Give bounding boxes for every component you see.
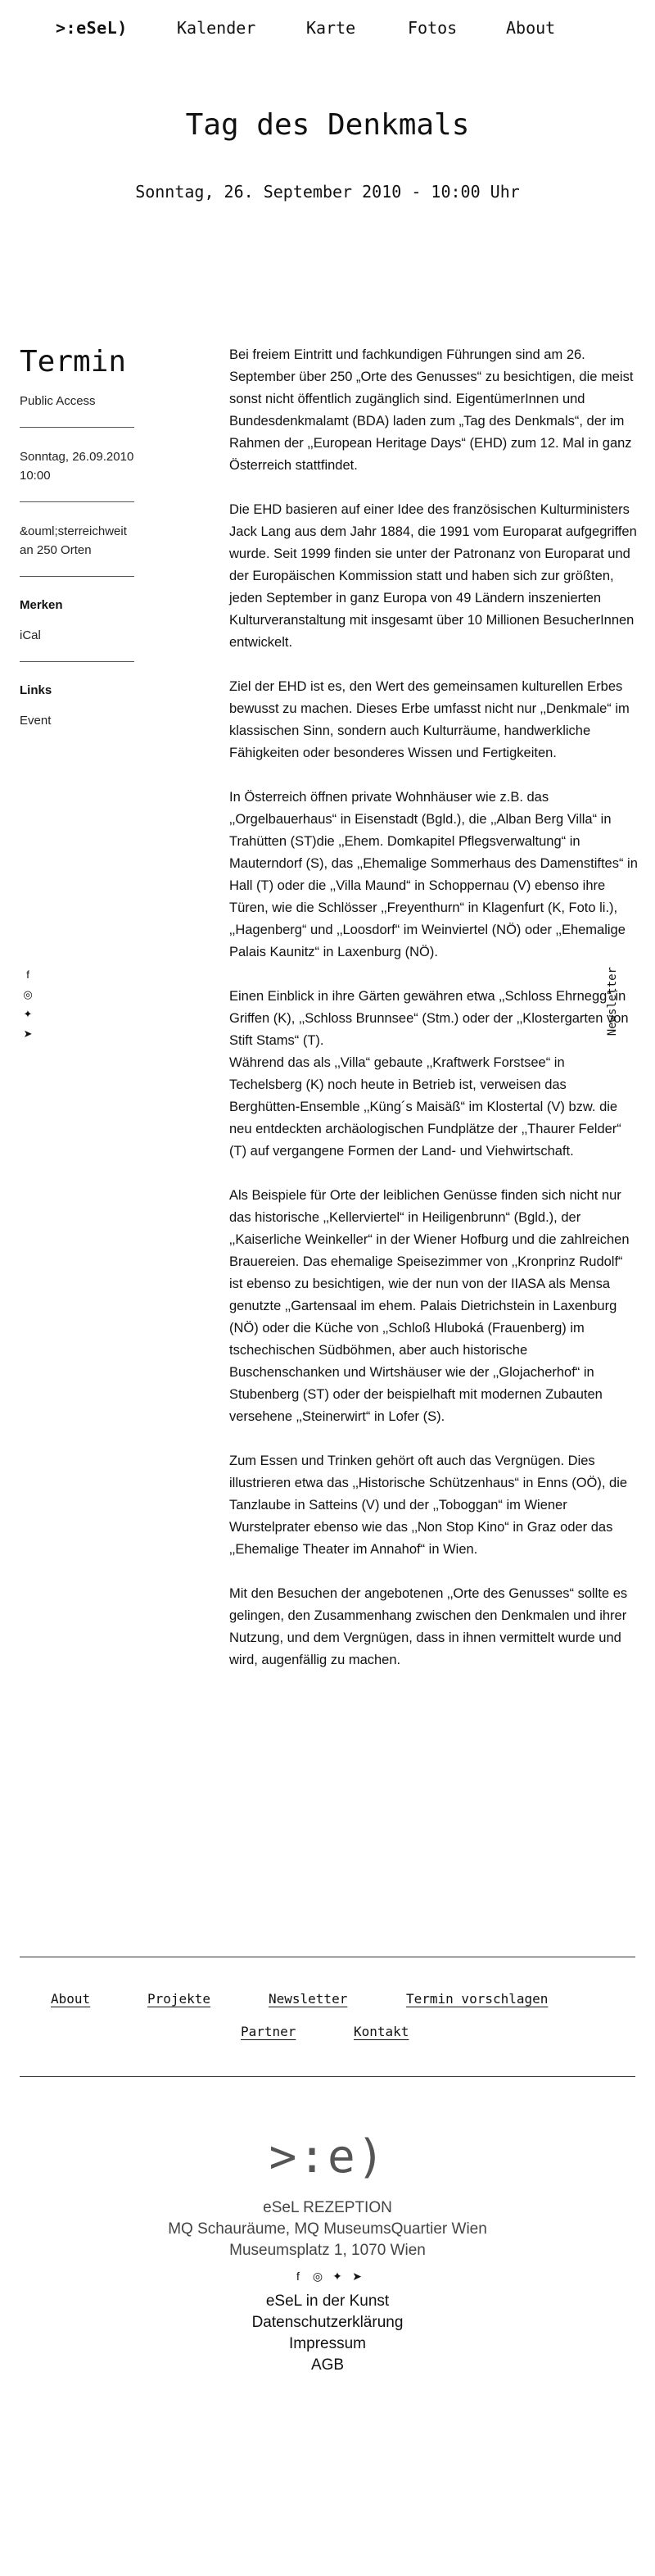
footer-divider-bottom bbox=[20, 2076, 635, 2077]
brand-logo-link[interactable]: >:eSeL) bbox=[56, 18, 128, 38]
article-paragraph: Bei freiem Eintritt und fachkundigen Führungen sind am 26. September über 250 „Orte des Genusses“ zu besichtigen, die meist sonst nicht öffentlich zugänglich sind. EigentümerInnen und Bundesdenkmalamt (BDA) laden zum „Tag des Denkmals“, der im Rahmen der ‚‚European Heritage Days“ (EHD) zum 12. Mal in ganz Österreich stattfindet. bbox=[229, 347, 634, 473]
footer-link-termin-vorschlagen[interactable]: Termin vorschlagen bbox=[406, 1991, 549, 2007]
event-location: &ouml;sterreichweit an 250 Orten bbox=[20, 524, 127, 557]
article-paragraph: Mit den Besuchen der angebotenen ‚‚Orte des Genusses“ sollte es gelingen, den Zusammenhang zwischen den Denkmalen und ihrer Nutzung, und dem Vergnügen, dass in ihnen vermittelt wurde und wird, augenfällig zu machen. bbox=[229, 1586, 628, 1667]
footer-link-impressum[interactable]: Impressum bbox=[289, 2335, 366, 2352]
article-paragraph: Einen Einblick in ihre Gärten gewähren etwa ‚‚Schloss Ehrnegg“ in Griffen (K), ‚‚Schloss Brunnsee“ (Stm.) oder der ‚‚Klostergarten von Stift Stams“ (T). Während das als ‚‚Villa“ gebaute ‚‚Kraftwerk Forstsee“ in Techelsberg (K) noch heute in Betrieb ist, verweisen das Berghütten-Ensemble ‚‚Küng´s Maisäß“ im Klostertal (V) bzw. die neu entdeckten archäologischen Fundplätze der ‚‚Thaurer Felder“ (T) auf vergangene Formen der Land- und Viehwirtschaft. bbox=[229, 989, 629, 1159]
footer-social-icons bbox=[0, 2270, 655, 2283]
divider bbox=[20, 501, 134, 502]
sidebar-heading: Termin bbox=[20, 345, 127, 379]
access-label: Public Access bbox=[20, 394, 96, 408]
twitter-icon[interactable]: ✦ bbox=[332, 2270, 342, 2283]
facebook-icon[interactable]: f bbox=[26, 968, 29, 981]
footer-link-about[interactable]: About bbox=[51, 1991, 91, 2007]
event-datetime: Sonntag, 26. September 2010 - 10:00 Uhr bbox=[135, 182, 520, 202]
nav-about[interactable]: About bbox=[506, 18, 556, 38]
footer-logo[interactable]: >:e) bbox=[269, 2130, 386, 2184]
article-paragraph: In Österreich öffnen private Wohnhäuser wie z.B. das ‚‚Orgelbauerhaus“ in Eisenstadt (Bgld.), die ‚‚Alban Berg Villa“ in Trahütten (ST)die ‚‚Ehem. Domkapitel Pflegsverwaltung“ in Mauterndorf (S), das ‚‚Ehemalige Sommerhaus des Damenstiftes“ in Hall (T) oder die ‚‚Villa Maund“ in Schoppernau (V) ebenso ihre Türen, wie die Schlösser ‚‚Freyenthurn“ in Klagenfurt (K, Foto li.), ‚‚Hagenberg“ und ‚‚Loosdorf“ im Weinviertel (NÖ) oder ‚‚Ehemalige Palais Kaunitz“ in Laxenburg (NÖ). bbox=[229, 790, 638, 959]
footer-link-newsletter[interactable]: Newsletter bbox=[269, 1991, 348, 2007]
event-description bbox=[229, 344, 639, 1694]
telegram-icon[interactable]: ➤ bbox=[23, 1027, 33, 1040]
footer-link-kontakt[interactable]: Kontakt bbox=[354, 2024, 409, 2039]
links-heading: Links bbox=[20, 683, 52, 697]
nav-fotos[interactable]: Fotos bbox=[408, 18, 458, 38]
footer-address-venue: MQ Schauräume, MQ MuseumsQuartier Wien bbox=[168, 2220, 487, 2238]
ical-link[interactable]: iCal bbox=[20, 628, 41, 642]
social-icons-left bbox=[21, 965, 34, 1044]
article-paragraph: Zum Essen und Trinken gehört oft auch das Vergnügen. Dies illustrieren etwa das ‚‚Historische Schützenhaus“ in Enns (OÖ), die Tanzlaube in Satteins (V) und der ‚‚Toboggan“ im Wiener Wurstelprater ebenso wie das ‚‚Non Stop Kino“ in Graz oder das ‚‚Ehemalige Theater im Annahof“ in Wien. bbox=[229, 1454, 628, 1557]
nav-kalender[interactable]: Kalender bbox=[177, 18, 256, 38]
instagram-icon[interactable]: ◎ bbox=[312, 2270, 323, 2283]
article-paragraph: Ziel der EHD ist es, den Wert des gemeinsamen kulturellen Erbes bewusst zu machen. Dieses Erbe umfasst nicht nur ‚‚Denkmale“ im klassischen Sinn, sondern auch Kulturräume, handwerkliche Fähigkeiten oder besonderes Wissen und Fertigkeiten. bbox=[229, 679, 630, 760]
footer-link-partner[interactable]: Partner bbox=[241, 2024, 296, 2039]
facebook-icon[interactable]: f bbox=[296, 2270, 300, 2283]
event-date-short: Sonntag, 26.09.2010 10:00 bbox=[20, 450, 134, 483]
event-link[interactable]: Event bbox=[20, 714, 52, 728]
footer-link-esel-in-der-kunst[interactable]: eSeL in der Kunst bbox=[265, 2293, 390, 2310]
divider bbox=[20, 661, 134, 662]
footer-link-agb[interactable]: AGB bbox=[310, 2356, 345, 2374]
merken-heading: Merken bbox=[20, 598, 63, 612]
article-paragraph: Die EHD basieren auf einer Idee des französischen Kulturministers Jack Lang aus dem Jahr 1884, die 1991 vom Europarat aufgegriffen wurde. Seit 1999 finden sie unter der Patronanz von Europarat und der Europäischen Kommission statt und haben sich zur größten, jeden September in ganz Europa von 49 Ländern inszenierten Kulturveranstaltung mit insgesamt über 10 Millionen BesucherInnen entwickelt. bbox=[229, 502, 637, 650]
newsletter-tab-label: Newsletter bbox=[606, 967, 619, 1036]
telegram-icon[interactable]: ➤ bbox=[352, 2270, 362, 2283]
top-navigation bbox=[56, 18, 580, 43]
article-paragraph: Als Beispiele für Orte der leiblichen Genüsse finden sich nicht nur das historische ‚‚Kellerviertel“ in Heiligenbrunn“ (Bgld.), der ‚‚Kaiserliche Weinkeller“ in der Wiener Hofburg und die zahlreichen Brauereien. Das ehemalige Speisezimmer von ‚‚Kronprinz Rudolf“ ist ebenso zu besichtigen, wie der nun von der IIASA als Mensa genutzte ‚‚Gartensaal im ehem. Palais Dietrichstein in Laxenburg (NÖ) oder die Küche von ‚‚Schloß Hluboká (Frauenberg) im tschechischen Südböhmen, aber auch historische Buschenschanken und Wirtshäuser wie der ‚‚Glojacherhof“ in Stubenberg (ST) oder der beispielhaft mit modernen Zubauten versehene ‚‚Steinerwirt“ in Lofer (S). bbox=[229, 1188, 630, 1424]
footer-link-datenschutz[interactable]: Datenschutzerklärung bbox=[251, 2314, 404, 2331]
event-sidebar bbox=[20, 344, 134, 730]
divider bbox=[20, 576, 134, 577]
footer-link-projekte[interactable]: Projekte bbox=[147, 1991, 211, 2007]
divider bbox=[20, 427, 134, 428]
event-title: Tag des Denkmals bbox=[185, 108, 470, 142]
instagram-icon[interactable]: ◎ bbox=[23, 988, 33, 1000]
nav-karte[interactable]: Karte bbox=[306, 18, 356, 38]
twitter-icon[interactable]: ✦ bbox=[23, 1008, 33, 1020]
footer-address-name: eSeL REZEPTION bbox=[263, 2199, 392, 2216]
footer-address-street: Museumsplatz 1, 1070 Wien bbox=[229, 2242, 426, 2259]
